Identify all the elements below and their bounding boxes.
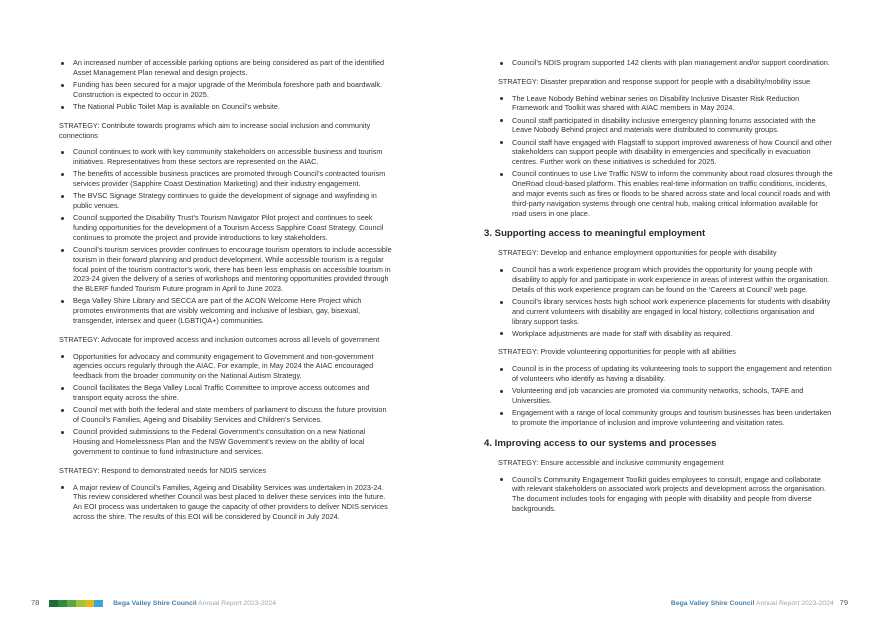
list-item: Council met with both the federal and state members of parliament to discuss the future provision of Council’s Families, Ageing and Disability Services and Children’s Services. bbox=[59, 405, 392, 425]
list-item: Council staff participated in disability inclusive emergency planning forums associated with the Leave Nobody Behind project and materials were distributed to community groups. bbox=[498, 116, 833, 136]
color-bar bbox=[58, 600, 67, 607]
color-bar-strip bbox=[49, 600, 103, 607]
right-column bbox=[484, 58, 833, 523]
footer-left-title bbox=[113, 600, 276, 607]
footer-left bbox=[31, 598, 276, 607]
council-name: Bega Valley Shire Council bbox=[670, 600, 755, 607]
list-item: Volunteering and job vacancies are promoted via community networks, schools, TAFE and Universities. bbox=[498, 386, 833, 406]
report-name: Annual Report 2023-2024 bbox=[198, 600, 276, 607]
list-item: The benefits of accessible business practices are promoted through Council’s contracted tourism services provider (Sapphire Coast Destination Marketing) and their industry engagement. bbox=[59, 169, 392, 189]
council-name: Bega Valley Shire Council bbox=[113, 600, 197, 607]
strategy-advocate: STRATEGY: Advocate for improved access and inclusion outcomes across all levels of government bbox=[59, 334, 380, 344]
disaster-list bbox=[498, 94, 833, 219]
list-item: Bega Valley Shire Library and SECCA are part of the ACON Welcome Here Project which promotes environments that are visibly welcoming and inclusive of lesbian, gay, bisexual, transgender, intersex and queer (LGBTIQA+) communities. bbox=[59, 296, 392, 325]
color-bar bbox=[94, 600, 103, 607]
list-item: A major review of Council’s Families, Ageing and Disability Services was undertaken in 2023-24. This review considered whether Council was best placed to deliver these services into the future. An EOI process was undertaken to gauge the capacity of other providers to deliver NDIS services across the shire. The results of this EOI will be considered by Council in July 2024. bbox=[59, 483, 392, 522]
list-item: Council staff have engaged with Flagstaff to support improved awareness of how Council and other stakeholders can support people with disability in emergencies and specifically in evacuation centres. Further work on these initiatives is scheduled for 2025. bbox=[498, 138, 833, 167]
engagement-list bbox=[498, 475, 833, 514]
strategy-ndis: STRATEGY: Respond to demonstrated needs for NDIS services bbox=[59, 465, 267, 475]
footer-right bbox=[671, 598, 848, 607]
color-bar bbox=[76, 600, 85, 607]
volunteering-list bbox=[498, 364, 833, 428]
page-number-left: 78 bbox=[31, 598, 40, 607]
list-item: Funding has been secured for a major upgrade of the Merimbula foreshore path and boardwalk. Construction is expected to occur in 2025. bbox=[59, 80, 392, 100]
strategy-disaster: STRATEGY: Disaster preparation and response support for people with a disability/mobility issue bbox=[498, 76, 811, 86]
list-item: Council has a work experience program which provides the opportunity for young people with disability to apply for and participate in work experience in areas of interest within the organisation. Details of this work experience program can be found on the ‘Careers at Council’ web page. bbox=[498, 265, 833, 294]
strategy-social-inclusion: STRATEGY: Contribute towards programs which aim to increase social inclusion and community connections bbox=[59, 120, 371, 140]
list-item: Council facilitates the Bega Valley Local Traffic Committee to improve access outcomes and transport equity across the shire. bbox=[59, 383, 392, 403]
left-intro-list bbox=[59, 58, 392, 112]
list-item: Council provided submissions to the Federal Government’s consultation on a new National Housing and Homelessness Plan and the NSW Government’s review on the ability of local government to continue to fund infrastructure and services. bbox=[59, 427, 392, 456]
right-intro-list bbox=[498, 58, 833, 68]
list-item: Council’s tourism services provider continues to encourage tourism operators to include accessible tourism in their forward planning and product development. While accessible tourism is a regular focal point of the tourism contractor’s work, there has been less emphasis on accessible tourism in 2023-24 given the delivery of a series of workshops and mentoring opportunities provided through the BLERF funded Tourism Future program in April to June 2023. bbox=[59, 245, 392, 294]
list-item: Council supported the Disability Trust’s Tourism Navigator Pilot project and continues to seek funding opportunities for the development of a Tourism Access Sapphire Coast Strategy. Council continues to promote the project and provide introductions to key stakeholders. bbox=[59, 213, 392, 242]
social-inclusion-list bbox=[59, 147, 392, 326]
list-item: The Leave Nobody Behind webinar series on Disability Inclusive Disaster Risk Reduction Framework and Toolkit was shared with AIAC members in May 2024. bbox=[498, 94, 833, 114]
section-4-heading: 4. Improving access to our systems and processes bbox=[484, 437, 717, 449]
ndis-list bbox=[59, 483, 392, 522]
list-item: The National Public Toilet Map is available on Council’s website. bbox=[59, 102, 392, 112]
strategy-employment: STRATEGY: Develop and enhance employment opportunities for people with disability bbox=[498, 248, 777, 258]
list-item: Workplace adjustments are made for staff with disability as required. bbox=[498, 329, 833, 339]
list-item: Opportunities for advocacy and community engagement to Government and non-government agencies occurs regularly through the AIAC. For example, in May 2024 the AIAC encouraged feedback from the broader community on the National Autism Strategy. bbox=[59, 352, 392, 381]
list-item: The BVSC Signage Strategy continues to guide the development of signage and wayfinding in public venues. bbox=[59, 191, 392, 211]
list-item: Engagement with a range of local community groups and tourism businesses has been undertaken to promote the importance of inclusion and improve volunteering and visitation rates. bbox=[498, 408, 833, 428]
list-item: Council continues to work with key community stakeholders on accessible business and tourism initiatives. Representatives from these sectors are represented on the AIAC. bbox=[59, 147, 392, 167]
strategy-engagement: STRATEGY: Ensure accessible and inclusive community engagement bbox=[498, 457, 724, 467]
list-item: Council continues to use Live Traffic NSW to inform the community about road closures through the OneRoad cloud-based platform. This enables real-time information on traffic conditions, incidents, and major events such as fires or floods to be shared across state and local council roads and with third-party navigation systems through one central hub, making critical information available for road users in one place. bbox=[498, 169, 833, 218]
color-bar bbox=[49, 600, 58, 607]
list-item: An increased number of accessible parking options are being considered as part of the identified Asset Management Plan renewal and design projects. bbox=[59, 58, 392, 78]
color-bar bbox=[67, 600, 76, 607]
list-item: Council is in the process of updating its volunteering tools to support the engagement and retention of volunteers who identify as having a disability. bbox=[498, 364, 833, 384]
employment-list bbox=[498, 265, 833, 338]
strategy-volunteering: STRATEGY: Provide volunteering opportunities for people with all abilities bbox=[498, 347, 736, 357]
left-column bbox=[59, 58, 392, 531]
list-item: Council’s Community Engagement Toolkit guides employees to consult, engage and collaborate with relevant stakeholders on associated work projects and development across the organisation. The document includes tools for engaging with people with disability and people from diverse backgrounds. bbox=[498, 475, 833, 514]
page-number-right: 79 bbox=[839, 598, 848, 607]
section-3-heading: 3. Supporting access to meaningful employment bbox=[484, 228, 706, 240]
list-item: Council’s library services hosts high school work experience placements for students with disability and current volunteers with disability are engaged in local history, collections organisation and library support tasks. bbox=[498, 297, 833, 326]
report-name: Annual Report 2023-2024 bbox=[755, 600, 834, 607]
advocate-list bbox=[59, 352, 392, 457]
color-bar bbox=[85, 600, 94, 607]
list-item: Council’s NDIS program supported 142 clients with plan management and/or support coordination. bbox=[498, 58, 833, 68]
